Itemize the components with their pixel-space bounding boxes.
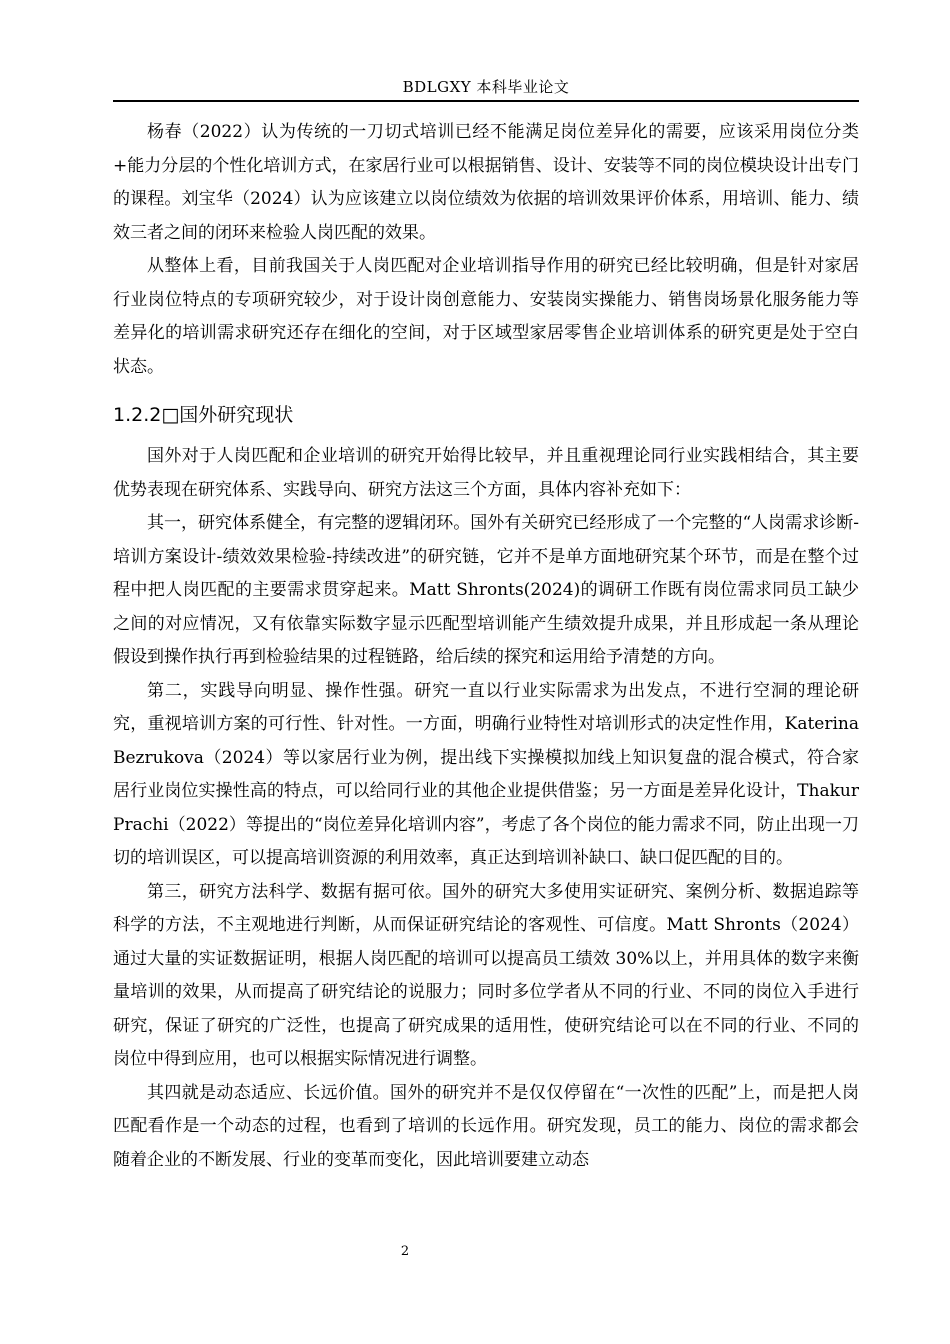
- section-heading: 1.2.2□国外研究现状: [113, 404, 294, 426]
- page-number: 2: [400, 1244, 410, 1259]
- page-body: [113, 116, 859, 1177]
- body-paragraph: 国外对于人岗匹配和企业培训的研究开始得比较早，并且重视理论同行业实践相结合，其主要优势表现在研究体系、实践导向、研究方法这三个方面，具体内容补充如下：: [113, 446, 859, 500]
- body-paragraph: 其四就是动态适应、长远价值。国外的研究并不是仅仅停留在“一次性的匹配”上，而是把人岗匹配看作是一个动态的过程，也看到了培训的长远作用。研究发现，员工的能力、岗位的需求都会随着企业的不断发展、行业的变革而变化，因此培训要建立动态: [113, 1082, 859, 1170]
- header-divider: [113, 100, 859, 102]
- body-paragraph: 第二，实践导向明显、操作性强。研究一直以行业实际需求为出发点，不进行空洞的理论研究，重视培训方案的可行性、针对性。一方面，明确行业特性对培训形式的决定性作用，Katerina Bezrukova（2024）等以家居行业为例，提出线下实操模拟加线上知识复盘的混合模式，符合家居行业岗位实操性高的特点，可以给同行业的其他企业提供借鉴；另一方面是差异化设计，Thakur Prachi（2022）等提出的“岗位差异化培训内容”，考虑了各个岗位的能力需求不同，防止出现一刀切的培训误区，可以提高培训资源的利用效率，真正达到培训补缺口、缺口促匹配的目的。: [113, 680, 859, 868]
- body-paragraph: 第三，研究方法科学、数据有据可依。国外的研究大多使用实证研究、案例分析、数据追踪等科学的方法，不主观地进行判断，从而保证研究结论的客观性、可信度。Matt Shronts（2024）通过大量的实证数据证明，根据人岗匹配的培训可以提高员工绩效 30%以上，并用具体的数字来衡量培训的效果，从而提高了研究结论的说服力；同时多位学者从不同的行业、不同的岗位入手进行研究，保证了研究的广泛性，也提高了研究成果的适用性，使研究结论可以在不同的行业、不同的岗位中得到应用，也可以根据实际情况进行调整。: [113, 881, 859, 1069]
- page-header: BDLGXY 本科毕业论文: [402, 78, 570, 96]
- body-paragraph: 从整体上看，目前我国关于人岗匹配对企业培训指导作用的研究已经比较明确，但是针对家居行业岗位特点的专项研究较少，对于设计岗创意能力、安装岗实操能力、销售岗场景化服务能力等差异化的培训需求研究还存在细化的空间，对于区域型家居零售企业培训体系的研究更是处于空白状态。: [113, 256, 859, 377]
- body-paragraph: 其一，研究体系健全，有完整的逻辑闭环。国外有关研究已经形成了一个完整的“人岗需求诊断-培训方案设计-绩效效果检验-持续改进”的研究链，它并不是单方面地研究某个环节，而是在整个过程中把人岗匹配的主要需求贯穿起来。Matt Shronts(2024)的调研工作既有岗位需求同员工缺少之间的对应情况，又有依靠实际数字显示匹配型培训能产生绩效提升成果，并且形成起一条从理论假设到操作执行再到检验结果的过程链路，给后续的探究和运用给予清楚的方向。: [113, 513, 859, 667]
- body-paragraph: 杨春（2022）认为传统的一刀切式培训已经不能满足岗位差异化的需要，应该采用岗位分类+能力分层的个性化培训方式，在家居行业可以根据销售、设计、安装等不同的岗位模块设计出专门的课程。刘宝华（2024）认为应该建立以岗位绩效为依据的培训效果评价体系，用培训、能力、绩效三者之间的闭环来检验人岗匹配的效果。: [113, 122, 859, 243]
